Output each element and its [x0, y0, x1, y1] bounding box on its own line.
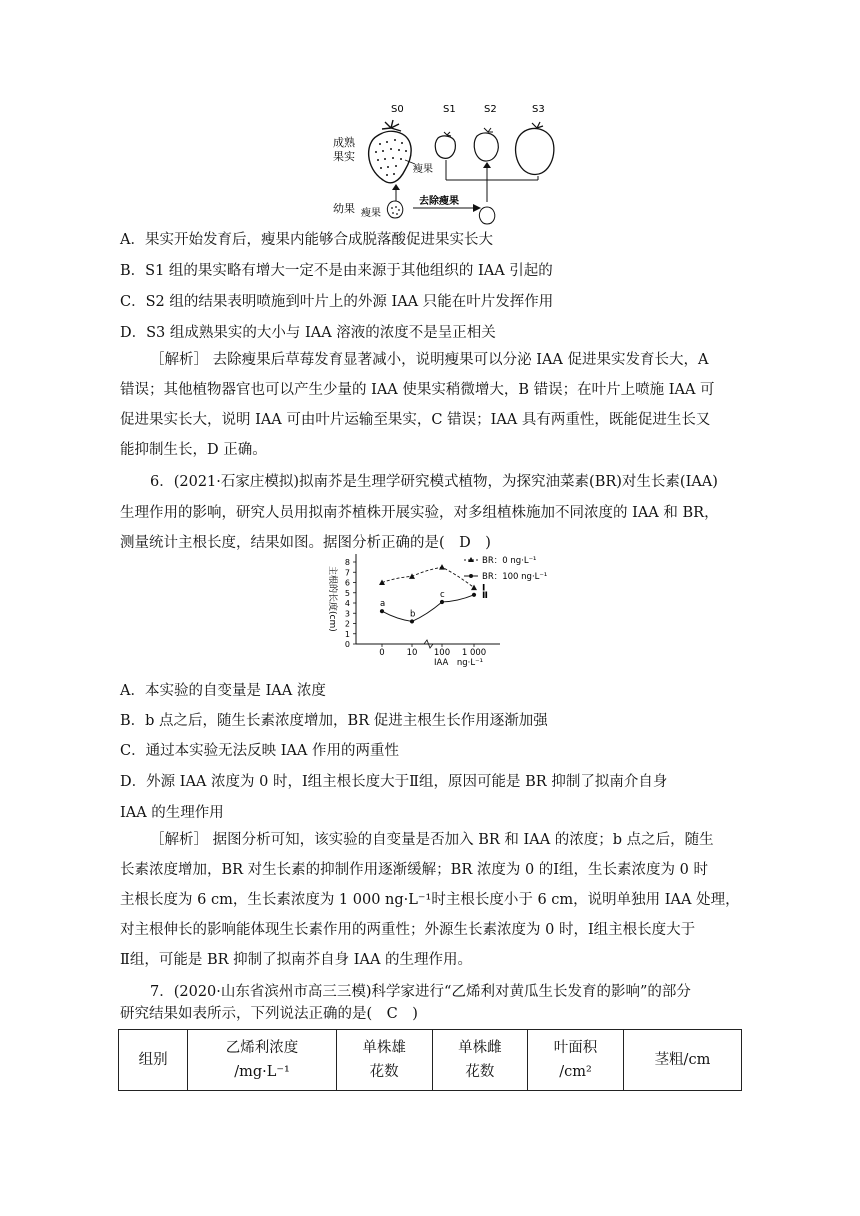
data-point-triangle — [471, 585, 477, 591]
data-point-triangle — [409, 573, 415, 579]
header-cell: 乙烯利浓度 /mg·L⁻¹ — [188, 1030, 337, 1091]
header-cell: 茎粗/cm — [623, 1030, 741, 1091]
q6-option-d: D．外源 IAA 浓度为 0 时，Ⅰ组主根长度大于Ⅱ组，原因可能是 BR 抑制了拟南介自身 — [120, 774, 668, 790]
header-cell: 组别 — [119, 1030, 188, 1091]
label-mature-2: 果实 — [333, 150, 355, 163]
data-point-circle — [440, 600, 444, 604]
q6-stem-line: 生理作用的影响，研究人员用拟南芥植株开展实验，对多组植株施加不同浓度的 IAA 和 BR， — [120, 505, 719, 521]
header-cell: 叶面积 /cm² — [528, 1030, 624, 1091]
q6-option-c: C．通过本实验无法反映 IAA 作用的两重性 — [120, 743, 399, 759]
data-point-circle — [472, 593, 476, 597]
q6-stem-line: 6．(2021·石家庄模拟)拟南芥是生理学研究模式植物，为探究油菜素(BR)对生长素(IAA) — [150, 474, 718, 490]
point-label: b — [410, 609, 416, 620]
q5-option-d: D．S3 组成熟果实的大小与 IAA 溶液的浓度不是呈正相关 — [120, 325, 496, 341]
y-tick-label: 0 — [344, 640, 350, 649]
q5-analysis-line: ［解析］ 去除瘦果后草莓发育显著减小，说明瘦果可以分泌 IAA 促进果实发育长大，A — [150, 352, 709, 368]
x-tick-label: 10 — [406, 648, 418, 658]
series-line-1 — [382, 567, 474, 588]
x-tick-label: 0 — [379, 648, 385, 658]
series-tag-2: Ⅱ — [482, 590, 488, 601]
y-tick-label: 5 — [344, 588, 350, 598]
q6-analysis-line: 主根长度为 6 cm，生长素浓度为 1 000 ng·L⁻¹时主根长度小于 6 cm，说明单独用 IAA 处理， — [120, 892, 740, 908]
q5-option-b: B．S1 组的果实略有增大一定不是由来源于其他组织的 IAA 引起的 — [120, 263, 553, 279]
strawberry-s1-icon — [435, 132, 455, 158]
ethephon-table — [118, 1029, 742, 1091]
header-cell: 单株雄 花数 — [336, 1030, 432, 1091]
y-tick-label: 6 — [344, 578, 350, 588]
strawberry-figure — [325, 98, 585, 230]
q6-analysis-line: ［解析］ 据图分析可知，该实验的自变量是否加入 BR 和 IAA 的浓度；b 点之后，随生 — [150, 832, 714, 848]
legend-circle-marker — [469, 574, 473, 578]
q6-option-a: A．本实验的自变量是 IAA 浓度 — [120, 683, 326, 699]
young-fruit-icon — [387, 201, 402, 218]
data-point-triangle — [439, 564, 445, 570]
q5-analysis-line: 能抑制生长，D 正确。 — [120, 442, 267, 458]
strawberry-s3-icon — [516, 122, 554, 175]
q6-analysis-line: Ⅱ组，可能是 BR 抑制了拟南芥自身 IAA 的生理作用。 — [120, 952, 473, 968]
young-fruit-removed-icon — [479, 207, 494, 224]
q6-analysis-line: 长素浓度增加，BR 对生长素的抑制作用逐渐缓解；BR 浓度为 0 的Ⅰ组，生长素浓度为 0 时 — [120, 862, 708, 878]
q5-option-a: A．果实开始发育后，瘦果内能够合成脱落酸促进果实长大 — [120, 232, 493, 248]
legend — [464, 556, 547, 582]
label-achene-top: 瘦果 — [413, 164, 433, 175]
q7-stem-line: 7．(2020·山东省滨州市高三三模)科学家进行“乙烯利对黄瓜生长发育的影响”的部分 — [150, 984, 691, 1000]
legend-series-2: BR：100 ng·L⁻¹ — [482, 572, 548, 582]
y-tick-label: 3 — [344, 609, 350, 619]
series-tag-1: Ⅰ — [482, 583, 486, 594]
q6-option-d-cont: IAA 的生理作用 — [120, 805, 224, 821]
label-remove-achene: 去除瘦果 — [419, 196, 459, 207]
q5-option-c: C．S2 组的结果表明喷施到叶片上的外源 IAA 只能在叶片发挥作用 — [120, 294, 554, 310]
data-point-circle — [410, 619, 414, 623]
y-tick-label: 2 — [344, 619, 350, 629]
label-mature-1: 成熟 — [333, 136, 355, 149]
chart-xlabel: IAA ng·L⁻¹ — [434, 658, 483, 668]
root-length-chart — [322, 548, 562, 670]
label-s3: S3 — [532, 104, 545, 115]
label-s2: S2 — [484, 104, 497, 115]
q7-stem-line: 研究结果如表所示，下列说法正确的是( C ) — [120, 1006, 418, 1022]
q6-analysis-line: 对主根伸长的影响能体现生长素作用的两重性；外源生长素浓度为 0 时，Ⅰ组主根长度大于 — [120, 922, 696, 938]
q6-option-b: B．b 点之后，随生长素浓度增加，BR 促进主根生长作用逐渐加强 — [120, 713, 548, 729]
y-tick-label: 8 — [344, 558, 350, 567]
point-label: a — [380, 599, 386, 610]
x-tick-label: 1 000 — [461, 648, 487, 658]
q5-analysis-line: 错误；其他植物器官也可以产生少量的 IAA 使果实稍微增大，B 错误；在叶片上喷施 IAA 可 — [120, 382, 715, 398]
point-label: c — [440, 589, 445, 600]
strawberry-s0-icon — [369, 120, 411, 183]
label-achene-bottom: 瘦果 — [361, 208, 381, 219]
header-cell: 单株雌 花数 — [432, 1030, 528, 1091]
label-s0: S0 — [391, 104, 404, 115]
q6-stem-line: 测量统计主根长度，结果如图。据图分析正确的是( D ) — [120, 535, 491, 551]
data-point-circle — [380, 609, 384, 613]
x-tick-label: 100 — [433, 648, 451, 658]
label-s1: S1 — [443, 104, 456, 115]
q5-analysis-line: 促进果实长大，说明 IAA 可由叶片运输至果实，C 错误；IAA 具有两重性，既能促进生长又 — [120, 412, 711, 428]
legend-series-1: BR：0 ng·L⁻¹ — [482, 556, 537, 566]
y-tick-label: 7 — [344, 568, 350, 578]
y-tick-label: 4 — [344, 599, 350, 608]
y-tick-label: 1 — [344, 629, 350, 639]
label-young-fruit: 幼果 — [333, 202, 355, 215]
table-header-row — [119, 1030, 742, 1091]
series-line-2 — [382, 595, 474, 622]
strawberry-s2-icon — [474, 128, 498, 161]
chart-ylabel: 主根的长度(cm) — [327, 566, 337, 632]
